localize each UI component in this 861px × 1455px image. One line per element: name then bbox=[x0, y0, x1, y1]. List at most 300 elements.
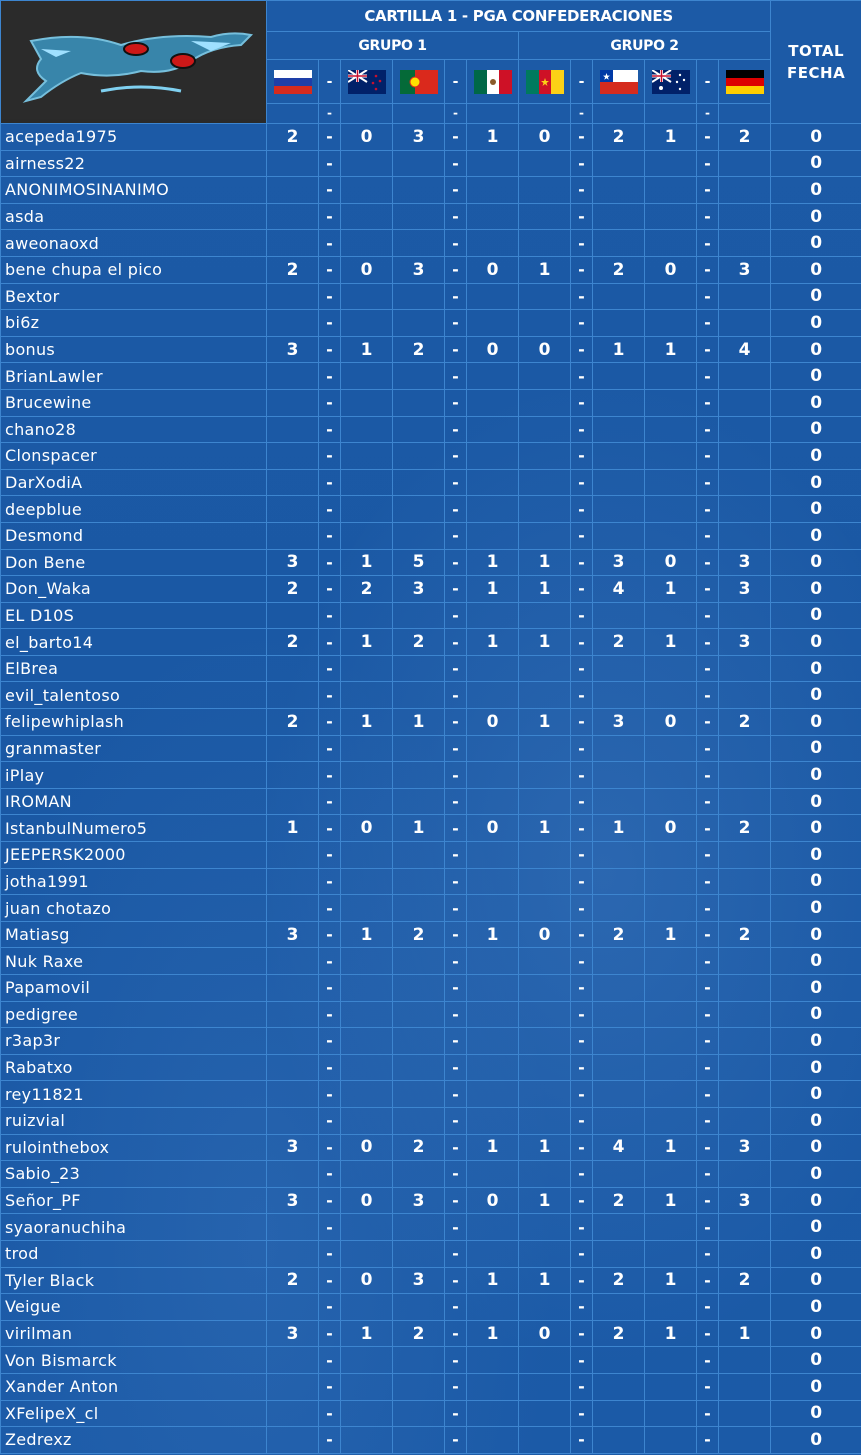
score-separator: - bbox=[697, 150, 719, 177]
score-separator: - bbox=[445, 576, 467, 603]
player-name: rey11821 bbox=[1, 1081, 267, 1108]
match3-home-score bbox=[519, 1400, 571, 1427]
match1-away-score bbox=[341, 1214, 393, 1241]
score-separator: - bbox=[697, 389, 719, 416]
match1-home-score bbox=[267, 1400, 319, 1427]
match2-away-score bbox=[467, 1347, 519, 1374]
score-separator: - bbox=[319, 1028, 341, 1055]
score-separator: - bbox=[445, 1107, 467, 1134]
match2-away-score bbox=[467, 735, 519, 762]
match3-home-score: 0 bbox=[519, 124, 571, 151]
score-separator: - bbox=[697, 1134, 719, 1161]
score-separator: - bbox=[571, 1187, 593, 1214]
match2-home-score bbox=[393, 363, 445, 390]
score-separator: - bbox=[445, 1161, 467, 1188]
match4-home-score: 0 bbox=[645, 815, 697, 842]
match1-home-score bbox=[267, 1107, 319, 1134]
match2-away-score bbox=[467, 1081, 519, 1108]
score-separator: - bbox=[445, 921, 467, 948]
score-separator: - bbox=[319, 762, 341, 789]
score-separator: - bbox=[445, 948, 467, 975]
score-separator: - bbox=[319, 443, 341, 470]
match1-away-score bbox=[341, 203, 393, 230]
table-row bbox=[1, 815, 861, 842]
match4-home-score bbox=[645, 203, 697, 230]
score-separator: - bbox=[319, 1134, 341, 1161]
score-separator: - bbox=[319, 921, 341, 948]
shark-logo-icon bbox=[1, 1, 267, 119]
match1-home-score bbox=[267, 522, 319, 549]
player-name: ANONIMOSINANIMO bbox=[1, 177, 267, 204]
score-separator: - bbox=[571, 735, 593, 762]
score-separator: - bbox=[319, 230, 341, 257]
match3-away-score bbox=[593, 443, 645, 470]
match4-home-score bbox=[645, 1373, 697, 1400]
match3-away-score: 2 bbox=[593, 1320, 645, 1347]
match1-home-score bbox=[267, 735, 319, 762]
score-separator: - bbox=[697, 203, 719, 230]
match4-away-score bbox=[719, 363, 771, 390]
score-separator: - bbox=[445, 1240, 467, 1267]
match2-home-score: 3 bbox=[393, 576, 445, 603]
score-separator: - bbox=[697, 443, 719, 470]
score-separator: - bbox=[445, 469, 467, 496]
score-separator: - bbox=[445, 895, 467, 922]
russia-flag-icon bbox=[274, 70, 312, 94]
score-separator: - bbox=[319, 203, 341, 230]
match4-away-score bbox=[719, 1373, 771, 1400]
match3-home-score bbox=[519, 496, 571, 523]
match4-away-score bbox=[719, 1028, 771, 1055]
score-separator: - bbox=[697, 868, 719, 895]
match1-home-score bbox=[267, 469, 319, 496]
score-separator: - bbox=[697, 256, 719, 283]
match2-home-score bbox=[393, 150, 445, 177]
score-separator: - bbox=[445, 1214, 467, 1241]
match3-home-score bbox=[519, 283, 571, 310]
match3-away-score bbox=[593, 1054, 645, 1081]
player-name: juan chotazo bbox=[1, 895, 267, 922]
spacer bbox=[467, 103, 519, 123]
match3-home-score bbox=[519, 735, 571, 762]
match3-away-score bbox=[593, 895, 645, 922]
match4-home-score bbox=[645, 1028, 697, 1055]
chile-flag-icon bbox=[600, 70, 638, 94]
score-separator: - bbox=[697, 549, 719, 576]
match3-home-score bbox=[519, 602, 571, 629]
total-points: 0 bbox=[771, 1320, 861, 1347]
spacer bbox=[341, 103, 393, 123]
match1-home-score: 3 bbox=[267, 336, 319, 363]
score-separator: - bbox=[697, 363, 719, 390]
total-points: 0 bbox=[771, 1427, 861, 1454]
match1-home-score bbox=[267, 1294, 319, 1321]
match1-home-score: 2 bbox=[267, 256, 319, 283]
match2-away-score bbox=[467, 416, 519, 443]
match3-home-score bbox=[519, 1347, 571, 1374]
score-separator: - bbox=[697, 469, 719, 496]
match2-home-score bbox=[393, 1214, 445, 1241]
score-separator: - bbox=[445, 1320, 467, 1347]
player-name: trod bbox=[1, 1240, 267, 1267]
match1-home-score bbox=[267, 230, 319, 257]
match1-away-score: 0 bbox=[341, 256, 393, 283]
score-separator: - bbox=[571, 549, 593, 576]
match1-away-score bbox=[341, 496, 393, 523]
score-separator: - bbox=[697, 230, 719, 257]
match3-away-score bbox=[593, 1081, 645, 1108]
match2-home-score bbox=[393, 655, 445, 682]
score-separator: - bbox=[445, 602, 467, 629]
match4-home-score bbox=[645, 735, 697, 762]
total-points: 0 bbox=[771, 469, 861, 496]
score-separator: - bbox=[445, 762, 467, 789]
match4-away-score bbox=[719, 522, 771, 549]
match2-away-score: 0 bbox=[467, 709, 519, 736]
score-separator: - bbox=[445, 815, 467, 842]
match1-home-score bbox=[267, 895, 319, 922]
match1-away-score: 1 bbox=[341, 336, 393, 363]
match3-home-score bbox=[519, 363, 571, 390]
match2-home-score bbox=[393, 842, 445, 869]
table-row bbox=[1, 1267, 861, 1294]
score-separator: - bbox=[319, 1267, 341, 1294]
score-separator: - bbox=[697, 1373, 719, 1400]
match4-home-score: 0 bbox=[645, 549, 697, 576]
total-points: 0 bbox=[771, 124, 861, 151]
table-row bbox=[1, 256, 861, 283]
match2-home-score bbox=[393, 895, 445, 922]
match4-home-score bbox=[645, 416, 697, 443]
match3-home-score: 1 bbox=[519, 709, 571, 736]
match2-away-score: 0 bbox=[467, 815, 519, 842]
player-name: Clonspacer bbox=[1, 443, 267, 470]
match1-separator: - bbox=[319, 60, 341, 103]
score-separator: - bbox=[697, 1081, 719, 1108]
match4-home-score bbox=[645, 1347, 697, 1374]
match4-home-score bbox=[645, 310, 697, 337]
score-separator: - bbox=[445, 124, 467, 151]
match3-home-score bbox=[519, 416, 571, 443]
match2-home-score bbox=[393, 389, 445, 416]
match1-home-score: 3 bbox=[267, 1320, 319, 1347]
score-separator: - bbox=[445, 363, 467, 390]
match3-away-score: 2 bbox=[593, 1267, 645, 1294]
match1-home-score: 3 bbox=[267, 1187, 319, 1214]
match3-away-score bbox=[593, 496, 645, 523]
match3-home-score bbox=[519, 1161, 571, 1188]
match4-home-score bbox=[645, 177, 697, 204]
score-separator: - bbox=[445, 1134, 467, 1161]
score-separator: - bbox=[571, 1427, 593, 1454]
match1-home-score bbox=[267, 363, 319, 390]
match2-away-score: 0 bbox=[467, 256, 519, 283]
player-rows bbox=[1, 124, 861, 1454]
table-row bbox=[1, 549, 861, 576]
match1-home-score bbox=[267, 310, 319, 337]
match1-home-score bbox=[267, 203, 319, 230]
total-points: 0 bbox=[771, 1161, 861, 1188]
match4-away-score bbox=[719, 1427, 771, 1454]
match2-home-score bbox=[393, 469, 445, 496]
match3-away-score: 4 bbox=[593, 1134, 645, 1161]
match1-away-score bbox=[341, 682, 393, 709]
match3-home-score bbox=[519, 389, 571, 416]
match1-home-score: 2 bbox=[267, 629, 319, 656]
score-separator: - bbox=[697, 921, 719, 948]
player-name: Veigue bbox=[1, 1294, 267, 1321]
score-separator: - bbox=[319, 522, 341, 549]
table-row bbox=[1, 496, 861, 523]
total-points: 0 bbox=[771, 177, 861, 204]
spacer bbox=[267, 103, 319, 123]
match3-home-score bbox=[519, 1107, 571, 1134]
match3-home-score bbox=[519, 788, 571, 815]
player-name: Tyler Black bbox=[1, 1267, 267, 1294]
score-separator: - bbox=[697, 602, 719, 629]
match3-away-score bbox=[593, 788, 645, 815]
match4-home-score bbox=[645, 895, 697, 922]
match3-away-score bbox=[593, 177, 645, 204]
match4-away-score: 3 bbox=[719, 1187, 771, 1214]
score-separator: - bbox=[571, 310, 593, 337]
total-points: 0 bbox=[771, 1054, 861, 1081]
table-row bbox=[1, 921, 861, 948]
match2-away-score bbox=[467, 788, 519, 815]
total-points: 0 bbox=[771, 363, 861, 390]
match3-home-score: 0 bbox=[519, 336, 571, 363]
match4-home-score bbox=[645, 1161, 697, 1188]
match1-away-score bbox=[341, 895, 393, 922]
match1-away-score bbox=[341, 310, 393, 337]
match3-away-score: 3 bbox=[593, 709, 645, 736]
match2-away-score bbox=[467, 868, 519, 895]
table-row bbox=[1, 1028, 861, 1055]
match1-away-score bbox=[341, 283, 393, 310]
match2-home-score: 3 bbox=[393, 1267, 445, 1294]
score-separator: - bbox=[571, 629, 593, 656]
match2-home-score bbox=[393, 1107, 445, 1134]
score-separator: - bbox=[571, 1214, 593, 1241]
total-points: 0 bbox=[771, 522, 861, 549]
match2-home-score bbox=[393, 788, 445, 815]
match3-away-score: 1 bbox=[593, 815, 645, 842]
match4-away-score bbox=[719, 203, 771, 230]
match3-home-score: 1 bbox=[519, 815, 571, 842]
total-fecha-header bbox=[771, 1, 861, 124]
score-separator: - bbox=[319, 389, 341, 416]
match2-away-score bbox=[467, 1161, 519, 1188]
match2-home-score bbox=[393, 602, 445, 629]
match1-home-score: 2 bbox=[267, 124, 319, 151]
match4-away-score bbox=[719, 310, 771, 337]
match4-home-score bbox=[645, 522, 697, 549]
match1-home-score bbox=[267, 1427, 319, 1454]
score-separator: - bbox=[697, 124, 719, 151]
table-row bbox=[1, 1054, 861, 1081]
match2-away-score bbox=[467, 1373, 519, 1400]
match1-home-score bbox=[267, 762, 319, 789]
match4-away-score bbox=[719, 1054, 771, 1081]
match4-home-score bbox=[645, 1294, 697, 1321]
match1-home-score: 1 bbox=[267, 815, 319, 842]
match4-away-flag bbox=[719, 60, 771, 103]
score-separator: - bbox=[319, 1054, 341, 1081]
match4-away-score bbox=[719, 389, 771, 416]
match4-away-score bbox=[719, 1001, 771, 1028]
match4-away-score bbox=[719, 1081, 771, 1108]
match2-home-score bbox=[393, 522, 445, 549]
score-separator: - bbox=[697, 1214, 719, 1241]
match3-away-score bbox=[593, 1161, 645, 1188]
table-row bbox=[1, 655, 861, 682]
table-row bbox=[1, 788, 861, 815]
score-separator: - bbox=[445, 256, 467, 283]
score-separator: - bbox=[697, 975, 719, 1002]
score-separator: - bbox=[445, 1187, 467, 1214]
match2-away-score bbox=[467, 1294, 519, 1321]
table-row bbox=[1, 177, 861, 204]
match2-away-score bbox=[467, 602, 519, 629]
match4-home-score bbox=[645, 1240, 697, 1267]
match4-away-score: 2 bbox=[719, 709, 771, 736]
match4-home-score bbox=[645, 363, 697, 390]
score-separator: - bbox=[319, 655, 341, 682]
player-name: Desmond bbox=[1, 522, 267, 549]
match1-away-score bbox=[341, 655, 393, 682]
match2-away-score bbox=[467, 682, 519, 709]
match3-away-score bbox=[593, 1214, 645, 1241]
site-logo bbox=[1, 1, 267, 124]
score-separator: - bbox=[697, 576, 719, 603]
score-separator: - bbox=[445, 1373, 467, 1400]
match3-home-score: 1 bbox=[519, 629, 571, 656]
score-separator: - bbox=[697, 815, 719, 842]
score-separator: - bbox=[319, 788, 341, 815]
player-name: Matiasg bbox=[1, 921, 267, 948]
match3-home-score: 0 bbox=[519, 1320, 571, 1347]
table-row bbox=[1, 682, 861, 709]
player-name: bene chupa el pico bbox=[1, 256, 267, 283]
match4-home-score bbox=[645, 389, 697, 416]
match4-away-score: 2 bbox=[719, 815, 771, 842]
score-separator: - bbox=[697, 948, 719, 975]
table-row bbox=[1, 948, 861, 975]
total-points: 0 bbox=[771, 310, 861, 337]
match3-home-score bbox=[519, 948, 571, 975]
match1-home-score bbox=[267, 389, 319, 416]
table-row bbox=[1, 1161, 861, 1188]
score-separator: - bbox=[571, 1294, 593, 1321]
match3-away-score bbox=[593, 389, 645, 416]
match1-away-score bbox=[341, 1161, 393, 1188]
match2-home-score bbox=[393, 1294, 445, 1321]
match4-away-score: 4 bbox=[719, 336, 771, 363]
match4-home-score bbox=[645, 1400, 697, 1427]
score-separator: - bbox=[571, 443, 593, 470]
match1-away-score bbox=[341, 1347, 393, 1374]
score-separator: - bbox=[445, 549, 467, 576]
cameroon-flag-icon bbox=[526, 70, 564, 94]
player-name: syaoranuchiha bbox=[1, 1214, 267, 1241]
score-separator: - bbox=[571, 602, 593, 629]
match1-home-score: 3 bbox=[267, 1134, 319, 1161]
match3-home-score bbox=[519, 1214, 571, 1241]
match2-away-score bbox=[467, 975, 519, 1002]
match3-separator: - bbox=[571, 60, 593, 103]
portugal-flag-icon bbox=[400, 70, 438, 94]
player-name: deepblue bbox=[1, 496, 267, 523]
score-separator: - bbox=[697, 310, 719, 337]
match3-home-score: 1 bbox=[519, 1134, 571, 1161]
score-separator: - bbox=[319, 1240, 341, 1267]
match3-home-score bbox=[519, 443, 571, 470]
player-name: IstanbulNumero5 bbox=[1, 815, 267, 842]
score-separator: - bbox=[319, 629, 341, 656]
score-separator: - bbox=[571, 1373, 593, 1400]
match3-away-score bbox=[593, 363, 645, 390]
match3-home-score bbox=[519, 868, 571, 895]
match4-away-score: 2 bbox=[719, 124, 771, 151]
match1-home-score bbox=[267, 948, 319, 975]
player-name: pedigree bbox=[1, 1001, 267, 1028]
player-name: Nuk Raxe bbox=[1, 948, 267, 975]
match2-home-score bbox=[393, 310, 445, 337]
match4-away-score: 2 bbox=[719, 1267, 771, 1294]
total-points: 0 bbox=[771, 682, 861, 709]
score-separator: - bbox=[445, 1400, 467, 1427]
score-separator: - bbox=[697, 1320, 719, 1347]
match1-home-score bbox=[267, 1214, 319, 1241]
score-separator: - bbox=[445, 842, 467, 869]
new-zealand-flag-icon bbox=[348, 70, 386, 94]
score-separator: - bbox=[571, 203, 593, 230]
match2-away-score bbox=[467, 1240, 519, 1267]
match4-home-score bbox=[645, 1081, 697, 1108]
table-row bbox=[1, 124, 861, 151]
match1-home-score: 3 bbox=[267, 549, 319, 576]
total-points: 0 bbox=[771, 788, 861, 815]
score-separator: - bbox=[571, 1107, 593, 1134]
score-separator: - bbox=[319, 256, 341, 283]
score-separator: - bbox=[319, 310, 341, 337]
match1-home-score bbox=[267, 150, 319, 177]
score-separator: - bbox=[319, 975, 341, 1002]
spacer bbox=[645, 103, 697, 123]
match1-away-score: 0 bbox=[341, 1267, 393, 1294]
match1-home-score bbox=[267, 283, 319, 310]
score-separator: - bbox=[697, 283, 719, 310]
match2-home-score: 2 bbox=[393, 336, 445, 363]
total-points: 0 bbox=[771, 1294, 861, 1321]
match3-home-score: 1 bbox=[519, 256, 571, 283]
match4-away-score bbox=[719, 762, 771, 789]
match3-home-score bbox=[519, 842, 571, 869]
match4-home-score bbox=[645, 1427, 697, 1454]
total-label: TOTAL bbox=[788, 42, 844, 60]
match1-away-score: 0 bbox=[341, 1187, 393, 1214]
match3-away-score bbox=[593, 762, 645, 789]
match2-away-score: 1 bbox=[467, 1267, 519, 1294]
match4-away-score: 3 bbox=[719, 1134, 771, 1161]
total-points: 0 bbox=[771, 709, 861, 736]
player-name: granmaster bbox=[1, 735, 267, 762]
score-separator: - bbox=[571, 762, 593, 789]
match4-home-score bbox=[645, 1107, 697, 1134]
match4-home-flag bbox=[645, 60, 697, 103]
score-separator: - bbox=[571, 948, 593, 975]
score-separator: - bbox=[319, 709, 341, 736]
